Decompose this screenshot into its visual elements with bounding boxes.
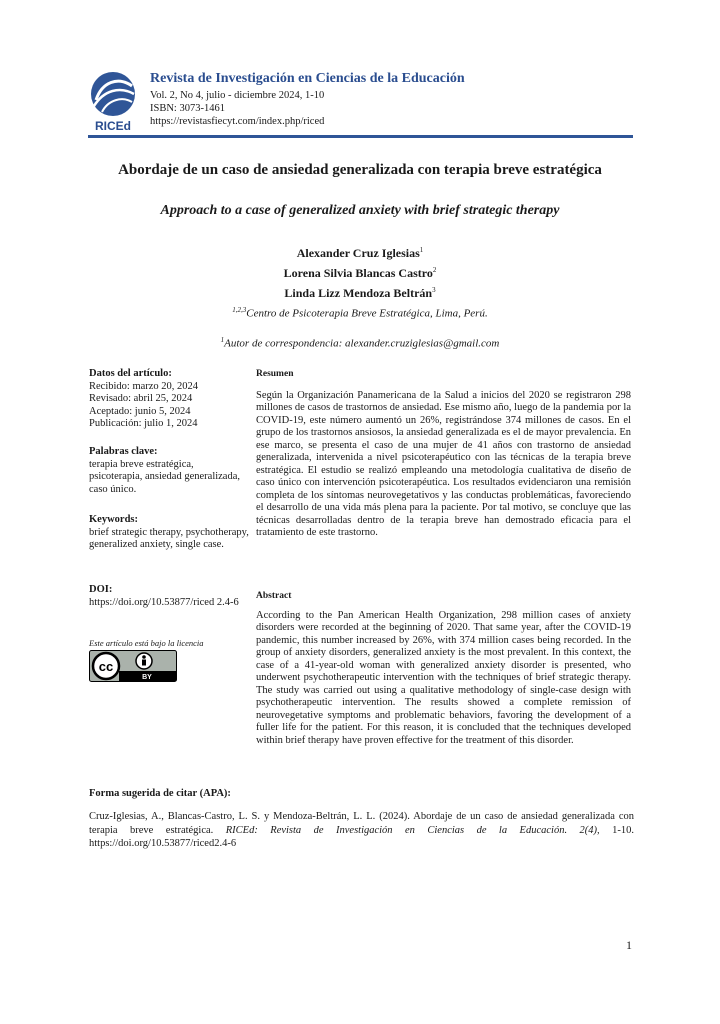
keywords-es-heading: Palabras clave: [89, 446, 158, 457]
doi-heading: DOI: [89, 584, 113, 595]
article-data [89, 368, 249, 431]
logo-text: RICEd [95, 119, 131, 132]
accepted-date: Aceptado: junio 5, 2024 [89, 405, 191, 417]
keywords-en-heading: Keywords: [89, 514, 138, 525]
affiliation: $^{1,2,3}$Centro de Psicoterapia Breve Estratégica, Lima, Perú. [232, 306, 488, 320]
doi-link[interactable]: https://doi.org/10.53877/riced 2.4-6 [89, 596, 239, 608]
by-label: BY [142, 674, 152, 681]
cc-glyph: cc [98, 659, 114, 674]
correspondence: $^1$Autor de correspondencia: alexander.cruziglesias@gmail.com [220, 336, 500, 350]
resumen-section [256, 368, 631, 540]
keywords-es-text: terapia breve estratégica, psicoterapia, ansiedad generalizada, caso único. [89, 458, 241, 495]
published-date: Publicación: julio 1, 2024 [89, 418, 198, 429]
abstract-section [256, 590, 631, 747]
header-rule [88, 135, 633, 138]
cc-by-license-badge[interactable] [89, 650, 177, 682]
received-date: Recibido: marzo 20, 2024 [89, 380, 199, 392]
license-text: Este artículo está bajo la licencia [89, 638, 204, 648]
author-3: Linda Lizz Mendoza Beltrán$^3$ [284, 286, 436, 300]
author-2: Lorena Silvia Blancas Castro$^2$ [283, 266, 437, 280]
title-english: Approach to a case of generalized anxiety with brief strategic therapy [160, 203, 560, 218]
citation-text: Cruz-Iglesias, A., Blancas-Castro, L. S. y Mendoza-Beltrán, L. L. (2024). Abordaje de un caso de ansiedad generalizada con terapia breve estratégica. RICEd: Revista de Investigación en Ciencias de la Educación. 2(4), 1-10. https://doi.org/10.53877/riced2.4-6 [89, 811, 634, 849]
article-data-heading: Datos del artículo: [89, 368, 172, 379]
resumen-heading: Resumen [256, 369, 294, 379]
journal-title: Revista de Investigación en Ciencias de la Educación [150, 71, 465, 86]
keywords-english [89, 514, 249, 552]
keywords-en-text: brief strategic therapy, psychotherapy, generalized anxiety, single case. [89, 526, 249, 550]
resumen-text: Según la Organización Panamericana de la Salud a inicios del 2020 se registraron 298 millones de casos de trastornos de ansiedad. Ese mismo año, luego de la pandemia por la COVID-19, este número aumentó un 26%, registrándose 374 millones de casos. En el grupo de los trastornos ansiosos, la ansiedad generalizada es el de mayor prevalencia. En ese marco, se presenta el caso de una mujer de 41 años con trastorno de ansiedad generalizada, intervenida a nivel psicoterapéutico con las técnicas de la terapia breve estratégica. El estudio se realizó empleando una metodología cualitativa de diseño de caso único con intervención psicoterapéutica. Los resultados evidenciaron una remisión completa de los síntomas neurovegetativos y las conductas problemáticas, favoreciendo el desarrollo de una vida más plena para la paciente. Por tal motivo, se concluye que las técnicas desarrolladas dentro de la terapia breve han demostrado eficacia para el tratamiento de este trastorno. [256, 389, 631, 538]
journal-volume: Vol. 2, No 4, julio - diciembre 2024, 1-10 [150, 90, 325, 101]
author-list [0, 242, 720, 302]
abstract-heading: Abstract [256, 591, 292, 601]
doi-block [89, 584, 249, 609]
journal-logo [88, 70, 138, 132]
page-number: 1 [626, 938, 632, 952]
keywords-spanish [89, 446, 249, 496]
author-1: Alexander Cruz Iglesias$^1$ [296, 246, 424, 260]
journal-url[interactable]: https://revistasfiecyt.com/index.php/riced [150, 116, 325, 127]
abstract-text: According to the Pan American Health Organization, 298 million cases of anxiety disorders were recorded at the beginning of 2020. That same year, after the COVID-19 pandemic, this number increased by 26%, with 374 million cases being recorded. In the group of anxiety disorders, generalized anxiety is the most prevalent. In this context, the case of a 41-year-old woman with generalized anxiety disorder is presented, who underwent psychotherapeutic intervention with the techniques of brief strategic therapy. The study was carried out using a qualitative methodology of single-case design with psychotherapeutic intervention. The results showed a complete remission of neurovegetative symptoms and problematic behaviors, favoring the development of a fuller life for the patient. For this reason, it is concluded that the techniques developed within brief therapy have proven effective for the treatment of this disorder. [256, 609, 631, 746]
revised-date: Revisado: abril 25, 2024 [89, 393, 193, 404]
title-spanish: Abordaje de un caso de ansiedad generalizada con terapia breve estratégica [118, 162, 602, 178]
citation-heading: Forma sugerida de citar (APA): [89, 788, 231, 799]
journal-isbn: ISBN: 3073-1461 [150, 103, 225, 114]
